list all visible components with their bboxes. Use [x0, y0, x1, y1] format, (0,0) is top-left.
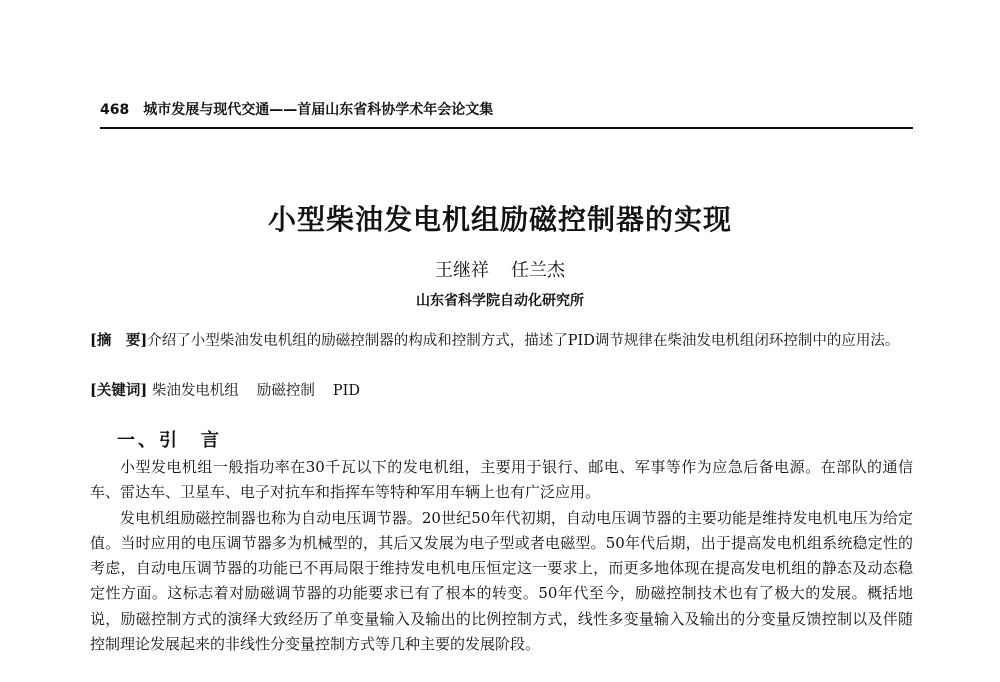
abstract-text: 介绍了小型柴油发电机组的励磁控制器的构成和控制方式，描述了PID调节规律在柴油发电机组闭环控制中的应用法。: [147, 333, 900, 349]
paper-title: 小型柴油发电机组励磁控制器的实现: [267, 203, 732, 236]
affiliation: 山东省科学院自动化研究所: [416, 293, 584, 309]
author-name: 王继祥: [435, 260, 489, 281]
paragraph: 发电机组励磁控制器也称为自动电压调节器。20世纪50年代初期，自动电压调节器的主要功能是维持发电机电压为给定值。当时应用的电压调节器多为机械型的，其后又发展为电子型或者电磁型。50年代后期，出于提高发电机组系统稳定性的考虑，自动电压调节器的功能已不再局限于维持发电机电压恒定这一要求上，而更多地体现在提高发电机组的静态及动态稳定性方面。这标志着对励磁调节器的功能要求已有了根本的转变。50年代至今，励磁控制技术也有了极大的发展。概括地说，励磁控制方式的演绎大致经历了单变量输入及输出的比例控制方式，线性多变量输入及输出的分变量反馈控制以及伴随控制理论发展起来的非线性分变量控制方式等几种主要的发展阶段。: [90, 508, 913, 654]
abstract-label: [摘 要]: [90, 332, 148, 349]
proceedings-title: 城市发展与现代交通——首届山东省科协学术年会论文集: [143, 102, 494, 118]
running-header: [100, 99, 913, 119]
page-number: 468: [100, 102, 130, 118]
keyword: PID: [332, 383, 360, 399]
keywords: [90, 379, 913, 403]
author-list: [0, 256, 1000, 282]
section-heading: 一、引 言: [117, 430, 222, 451]
author-name: 任兰杰: [511, 260, 565, 281]
paragraph: 小型发电机组一般指功率在30千瓦以下的发电机组，主要用于银行、邮电、军事等作为应急后备电源。在部队的通信车、雷达车、卫星车、电子对抗车和指挥车等特种军用车辆上也有广泛应用。: [90, 458, 913, 502]
section-body: [90, 455, 913, 657]
header-rule: [100, 127, 913, 129]
abstract: [90, 328, 913, 354]
keywords-label: [关键词]: [90, 382, 148, 399]
keyword: 励磁控制: [256, 383, 315, 399]
keyword: 柴油发电机组: [151, 383, 239, 399]
